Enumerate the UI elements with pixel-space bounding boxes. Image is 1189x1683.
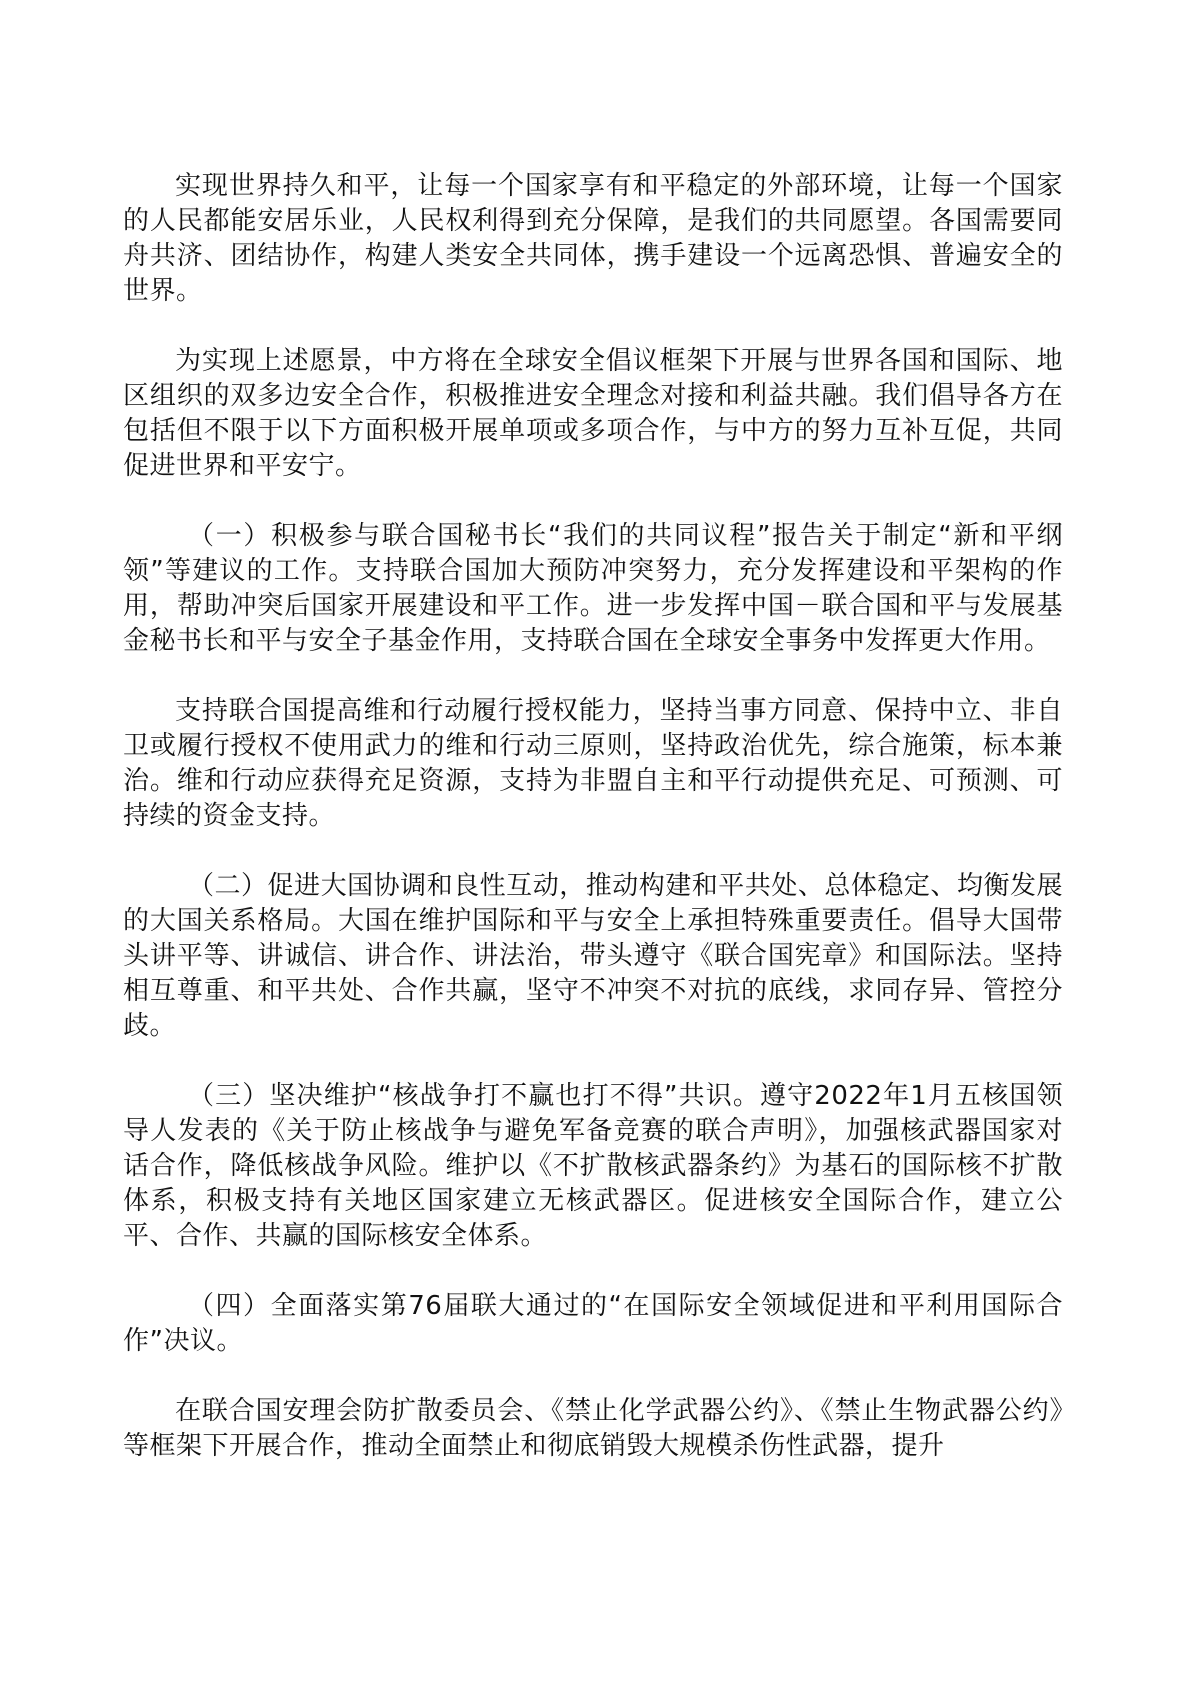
paragraph-item-3: （三）坚决维护“核战争打不赢也打不得”共识。遵守2022年1月五核国领导人发表的《关于防止核战争与避免军备竞赛的联合声明》，加强核武器国家对话合作，降低核战争风险。维护以《不扩散核武器条约》为基石的国际核不扩散体系，积极支持有关地区国家建立无核武器区。促进核安全国际合作，建立公平、合作、共赢的国际核安全体系。 [123,1081,1063,1251]
paragraph-peacekeeping: 支持联合国提高维和行动履行授权能力，坚持当事方同意、保持中立、非自卫或履行授权不使用武力的维和行动三原则，坚持政治优先，综合施策，标本兼治。维和行动应获得充足资源，支持为非盟自主和平行动提供充足、可预测、可持续的资金支持。 [123,696,1063,831]
document-body [123,169,1063,1499]
paragraph-item-2: （二）促进大国协调和良性互动，推动构建和平共处、总体稳定、均衡发展的大国关系格局。大国在维护国际和平与安全上承担特殊重要责任。倡导大国带头讲平等、讲诚信、讲合作、讲法治，带头遵守《联合国宪章》和国际法。坚持相互尊重、和平共处、合作共赢，坚守不冲突不对抗的底线，求同存异、管控分歧。 [123,871,1063,1041]
paragraph-item-1: （一）积极参与联合国秘书长“我们的共同议程”报告关于制定“新和平纲领”等建议的工作。支持联合国加大预防冲突努力，充分发挥建设和平架构的作用，帮助冲突后国家开展建设和平工作。进一步发挥中国－联合国和平与发展基金秘书长和平与安全子基金作用，支持联合国在全球安全事务中发挥更大作用。 [123,521,1063,656]
paragraph-item-4: （四）全面落实第76届联大通过的“在国际安全领域促进和平利用国际合作”决议。 [123,1291,1063,1356]
paragraph-vision: 实现世界持久和平，让每一个国家享有和平稳定的外部环境，让每一个国家的人民都能安居乐业，人民权利得到充分保障，是我们的共同愿望。各国需要同舟共济、团结协作，构建人类安全共同体，携手建设一个远离恐惧、普遍安全的世界。 [123,171,1063,306]
paragraph-nonproliferation: 在联合国安理会防扩散委员会、《禁止化学武器公约》、《禁止生物武器公约》等框架下开展合作，推动全面禁止和彻底销毁大规模杀伤性武器，提升 [123,1396,1063,1461]
paragraph-cooperation-intro: 为实现上述愿景，中方将在全球安全倡议框架下开展与世界各国和国际、地区组织的双多边安全合作，积极推进安全理念对接和利益共融。我们倡导各方在包括但不限于以下方面积极开展单项或多项合作，与中方的努力互补互促，共同促进世界和平安宁。 [123,346,1063,481]
